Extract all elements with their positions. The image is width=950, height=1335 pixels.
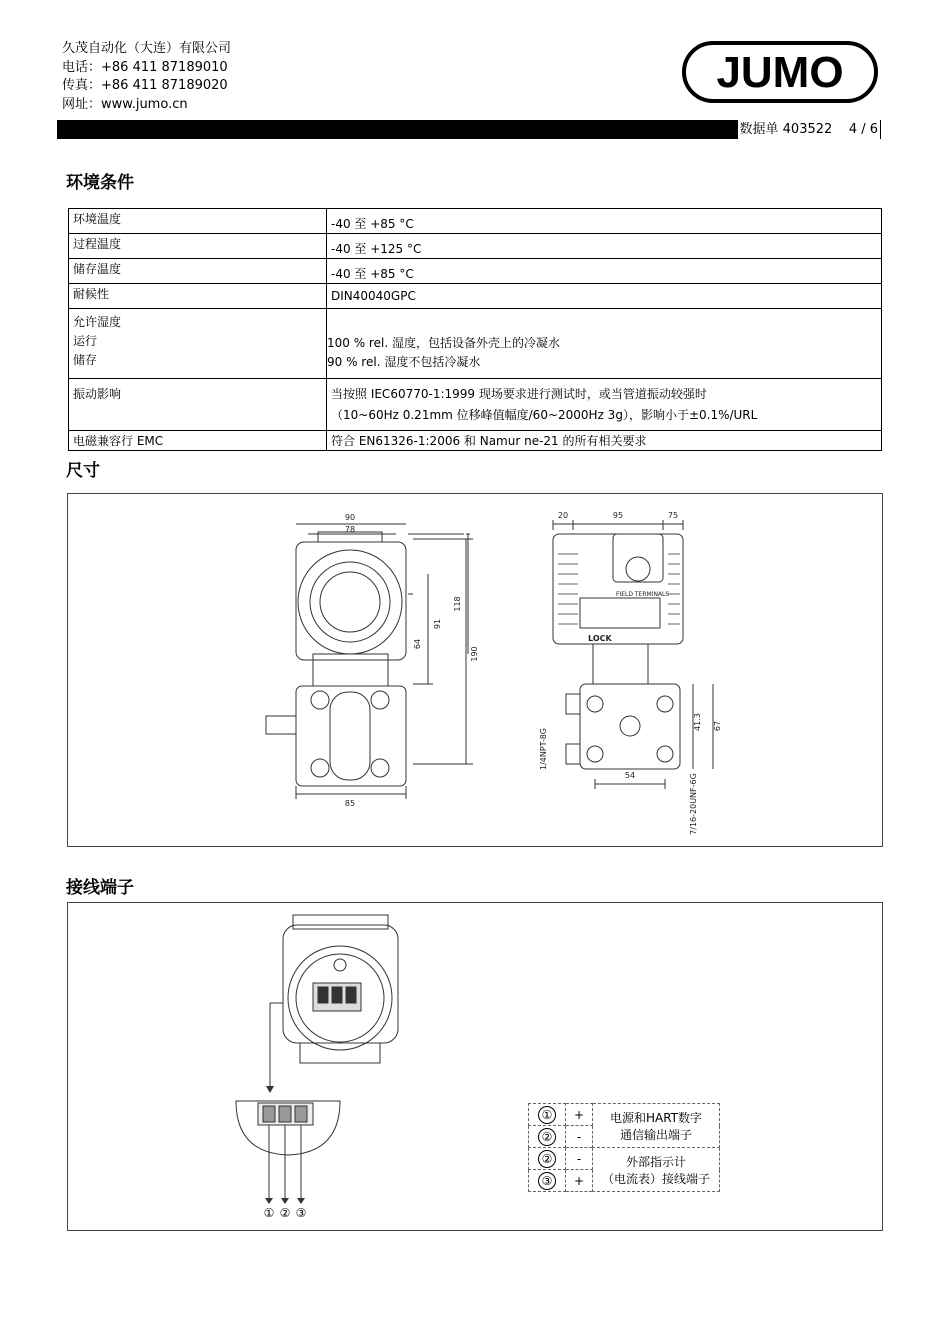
dim-front-90: 90 [344,513,356,522]
vibration-values [327,379,882,431]
table-row [69,234,882,259]
section-title-dimensions: 尺寸 [66,461,100,481]
terminal-label-2: ② [279,1206,291,1220]
dimension-drawing [68,494,882,846]
dim-side-unf: 7/16-20UNF-6G [689,773,698,835]
terminal-desc-power: 电源和HART数字 通信输出端子 [593,1104,720,1148]
front-view-drawing [266,524,473,799]
dim-front-64: 64 [413,638,422,650]
section-title-terminals: 接线端子 [66,878,134,898]
terminal-sign: - [566,1126,593,1148]
company-phone: 电话：+86 411 87189010 [62,59,228,75]
dimensions-panel [67,493,883,847]
environment-table [68,208,882,451]
humidity-operation-value: 100 % rel. 湿度，包括设备外壳上的冷凝水 [327,336,560,350]
terminal-sign: - [566,1148,593,1170]
emc-label: 电磁兼容行 EMC [69,431,327,451]
company-web: 网址：www.jumo.cn [62,96,188,112]
company-fax: 传真：+86 411 87189020 [62,78,228,93]
terminal-num: ③ [529,1170,566,1192]
terminal-num: ② [529,1148,566,1170]
terminal-desc-meter: 外部指示计 （电流表）接线端子 [593,1148,720,1192]
row-value: -40 至 +85 °C [327,259,882,284]
humidity-operation-label: 运行 [73,334,98,348]
logo-text: JUMO [716,48,844,97]
dim-side-npt: 1/4NPT-8G [539,727,548,771]
vibration-value-1: 当按照 IEC60770-1:1999 现场要求进行测试时，或当管道振动较强时 [331,387,707,401]
row-label: 环境温度 [69,209,327,234]
table-row [69,259,882,284]
row-value: DIN40040GPC [327,284,882,309]
table-row [69,431,882,451]
table-row-vibration [69,379,882,431]
terminal-num: ② [529,1126,566,1148]
section-title-environment: 环境条件 [66,173,134,193]
row-label: 储存温度 [69,259,327,284]
dim-front-91: 91 [433,618,442,630]
table-row-humidity [69,309,882,379]
dim-side-75: 75 [667,511,679,520]
humidity-storage-value: 90 % rel. 湿度不包括冷凝水 [327,355,481,369]
terminals-panel [67,902,883,1231]
dim-front-78: 78 [344,525,356,534]
company-info [62,40,231,114]
humidity-storage-label: 储存 [73,353,98,367]
doc-number: 数据单 403522 [739,122,833,137]
terminal-table [528,1103,720,1192]
side-view-drawing [553,520,713,789]
terminal-sign: + [566,1170,593,1192]
dim-front-190: 190 [470,646,479,662]
table-row [529,1148,720,1170]
terminal-drawing [68,903,882,1230]
field-terminals-label: FIELD TERMINALS [616,591,670,598]
dim-side-54: 54 [624,771,636,780]
dim-front-85: 85 [344,799,356,808]
humidity-labels [69,309,327,379]
dim-side-95: 95 [612,511,624,520]
vibration-value-2: （10~60Hz 0.21mm 位移峰值幅度/60~2000Hz 3g），影响小于±0.1%/URL [331,408,758,422]
row-label: 过程温度 [69,234,327,259]
row-value: -40 至 +85 °C [327,209,882,234]
row-value: -40 至 +125 °C [327,234,882,259]
dim-front-118: 118 [453,596,462,612]
terminal-label-1: ① [263,1206,275,1220]
dim-side-41: 41.3 [693,713,702,731]
humidity-values [327,309,882,379]
terminal-sign: + [566,1104,593,1126]
lock-label: LOCK [588,634,612,643]
dim-side-20: 20 [557,511,569,520]
row-label: 耐候性 [69,284,327,309]
table-row [529,1104,720,1126]
page-number: 4 / 6 [848,122,878,137]
company-name: 久茂自动化（大连）有限公司 [62,41,232,56]
emc-value: 符合 EN61326-1:2006 和 Namur ne-21 的所有相关要求 [327,431,882,451]
table-row [69,209,882,234]
terminal-label-3: ③ [295,1206,307,1220]
dim-side-67: 67 [713,720,722,732]
table-row [69,284,882,309]
humidity-label: 允许湿度 [73,315,122,329]
doc-number-block [738,120,880,139]
jumo-logo [682,41,878,103]
vibration-label: 振动影响 [69,379,327,431]
terminal-num: ① [529,1104,566,1126]
